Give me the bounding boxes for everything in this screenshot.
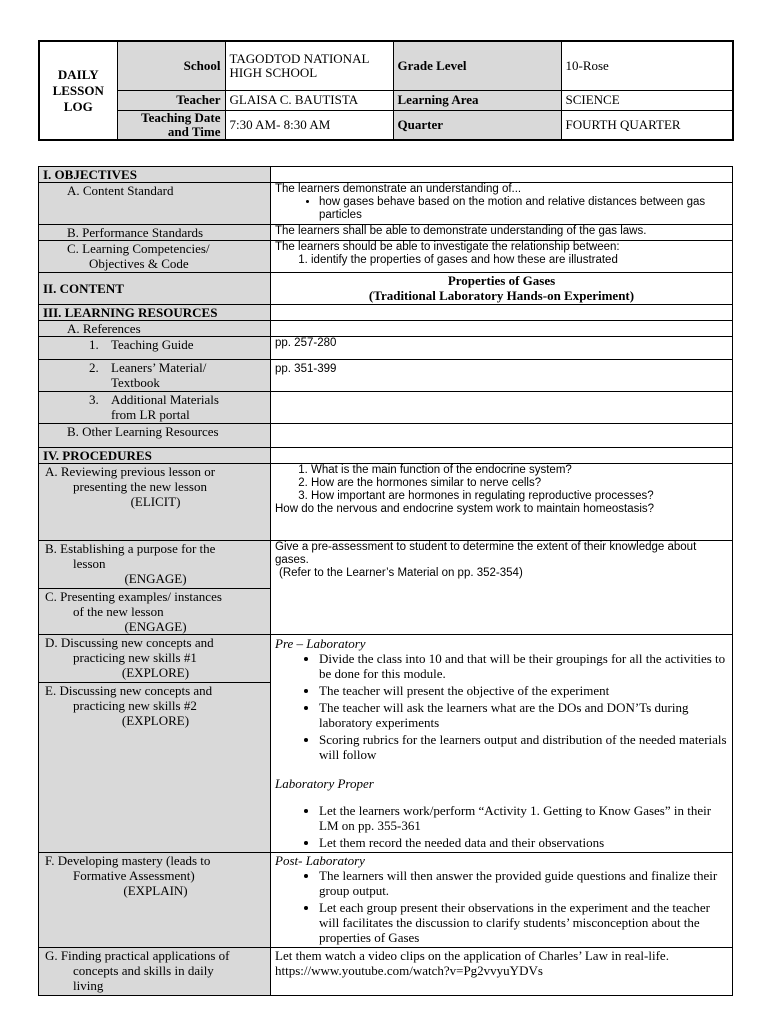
school-value: TAGODTOD NATIONAL HIGH SCHOOL: [225, 41, 393, 90]
procedures-heading: IV. PROCEDURES: [39, 448, 271, 464]
learning-competencies-label: C. Learning Competencies/ Objectives & Code: [39, 241, 271, 273]
procedure-a-value: 1. What is the main function of the endocrine system? 2. How are the hormones similar to nerve cells? 3. How important are hormones in regulating reproductive processes? How do the nervous and endocrine system work to maintain homeostasis?: [271, 464, 733, 541]
learning-area-value: SCIENCE: [561, 90, 733, 110]
lab-proper-item: • Let them record the needed data and their observations: [319, 835, 728, 850]
grade-level-value: 10-Rose: [561, 41, 733, 90]
pre-laboratory-heading: Pre – Laboratory: [275, 636, 366, 651]
post-lab-item: • Let each group present their observations in the experiment and the teacher will facilitates the discussion to clarify students’ misconception about the properties of Gases: [319, 900, 728, 945]
learning-resources-heading: III. LEARNING RESOURCES: [39, 305, 271, 321]
procedure-b-label: B. Establishing a purpose for the lesson (ENGAGE): [39, 541, 271, 589]
pre-lab-item: • Divide the class into 10 and that will be their groupings for all the activities to be done for this module.: [319, 651, 728, 681]
other-resources-label: B. Other Learning Resources: [39, 424, 271, 448]
procedure-a-label: A. Reviewing previous lesson or presenting the new lesson (ELICIT): [39, 464, 271, 541]
quarter-label: Quarter: [393, 110, 561, 140]
learners-material-label: 2. Leaners’ Material/ Textbook: [39, 360, 271, 392]
procedure-g-value: Let them watch a video clips on the application of Charles’ Law in real-life. https://www.youtube.com/watch?v=Pg2vvyuYDVs: [271, 948, 733, 996]
procedure-c-label: C. Presenting examples/ instances of the new lesson (ENGAGE): [39, 589, 271, 635]
performance-standards-value: The learners shall be able to demonstrate understanding of the gas laws.: [271, 225, 733, 241]
performance-standards-label: B. Performance Standards: [39, 225, 271, 241]
lab-proper-item: • Let the learners work/perform “Activity 1. Getting to Know Gases” in their LM on pp. 355-361: [319, 803, 728, 833]
procedure-e-label: E. Discussing new concepts and practicing new skills #2 (EXPLORE): [39, 682, 271, 852]
references-label: A. References: [39, 321, 271, 337]
teaching-date-label: Teaching Date and Time: [117, 110, 225, 140]
content-standard-bullet: • how gases behave based on the motion and relative distances between gas particles: [319, 196, 728, 222]
review-question-1: 1. What is the main function of the endocrine system?: [311, 464, 728, 477]
procedure-b-value: Give a pre-assessment to student to determine the extent of their knowledge about gases. (Refer to the Learner’s Material on pp. 352-354): [271, 541, 733, 635]
objectives-heading: I. OBJECTIVES: [39, 167, 271, 183]
pre-lab-item: • The teacher will present the objective of the experiment: [319, 683, 728, 698]
review-question-2: 2. How are the hormones similar to nerve cells?: [311, 477, 728, 490]
learners-material-value: pp. 351-399: [271, 360, 733, 392]
content-heading: II. CONTENT: [39, 273, 271, 305]
grade-level-label: Grade Level: [393, 41, 561, 90]
procedure-de-value: [271, 635, 733, 853]
lesson-log-table: [38, 166, 733, 996]
post-lab-item: • The learners will then answer the provided guide questions and finalize their group output.: [319, 868, 728, 898]
content-standard-label: A. Content Standard: [39, 183, 271, 225]
procedure-f-value: [271, 853, 733, 948]
quarter-value: FOURTH QUARTER: [561, 110, 733, 140]
learning-area-label: Learning Area: [393, 90, 561, 110]
teaching-guide-value: pp. 257-280: [271, 337, 733, 360]
learning-competencies-value: The learners should be able to investigate the relationship between: 1. identify the properties of gases and how these are illustrated: [271, 241, 733, 273]
content-title: Properties of Gases (Traditional Laboratory Hands-on Experiment): [271, 273, 733, 305]
laboratory-proper-heading: Laboratory Proper: [275, 776, 374, 791]
pre-lab-item: • Scoring rubrics for the learners output and distribution of the needed materials will follow: [319, 732, 728, 762]
content-standard-value: The learners demonstrate an understanding of... • how gases behave based on the motion and relative distances between gas particles: [271, 183, 733, 225]
post-laboratory-heading: Post- Laboratory: [275, 853, 365, 868]
competency-item: 1. identify the properties of gases and how these are illustrated: [311, 254, 728, 267]
header-table: [38, 40, 734, 141]
procedure-d-label: D. Discussing new concepts and practicing new skills #1 (EXPLORE): [39, 635, 271, 683]
pre-lab-item: • The teacher will ask the learners what are the DOs and DON’Ts during laboratory experiments: [319, 700, 728, 730]
additional-materials-label: 3. Additional Materials from LR portal: [39, 392, 271, 424]
teaching-date-value: 7:30 AM- 8:30 AM: [225, 110, 393, 140]
teaching-guide-label: 1. Teaching Guide: [39, 337, 271, 360]
video-link[interactable]: https://www.youtube.com/watch?v=Pg2vvyuYDVs: [275, 963, 543, 978]
procedure-g-label: G. Finding practical applications of concepts and skills in daily living: [39, 948, 271, 996]
school-label: School: [117, 41, 225, 90]
teacher-label: Teacher: [117, 90, 225, 110]
teacher-value: GLAISA C. BAUTISTA: [225, 90, 393, 110]
review-question-3: 3. How important are hormones in regulating reproductive processes?: [311, 490, 728, 503]
procedure-f-label: F. Developing mastery (leads to Formative Assessment) (EXPLAIN): [39, 853, 271, 948]
daily-lesson-log-title: DAILY LESSON LOG: [39, 41, 117, 140]
